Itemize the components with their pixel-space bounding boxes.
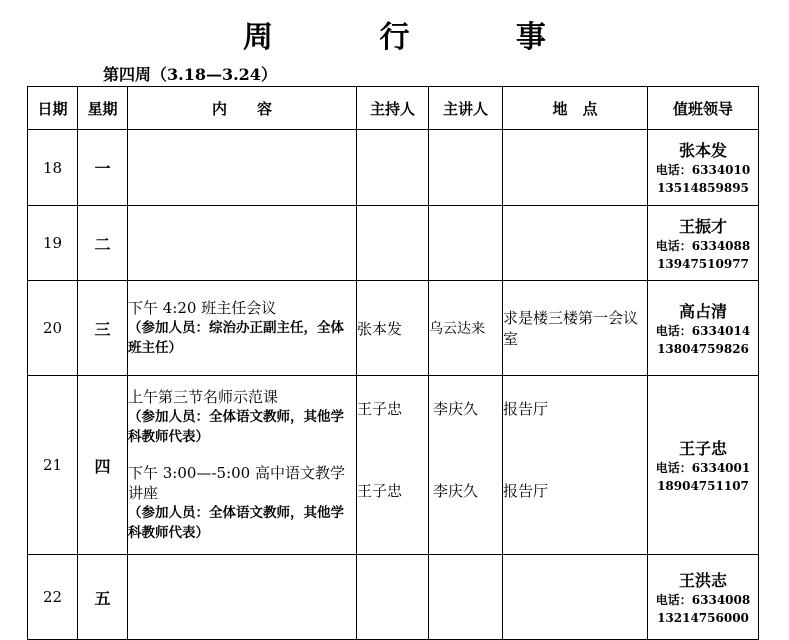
speaker-cell (429, 206, 503, 281)
duty-name: 王洪志 (678, 570, 727, 590)
duty-cell (648, 130, 759, 206)
duty-mobile: 13804759826 (657, 341, 749, 356)
date-cell: 18 (28, 130, 78, 206)
date-cell: 22 (28, 555, 78, 640)
weekday-cell: 三 (78, 281, 128, 376)
weekday-cell: 二 (78, 206, 128, 281)
event-title: 上午第三节名师示范课 (128, 388, 279, 406)
duty-cell (648, 555, 759, 640)
duty-phone: 电话：6334014 (655, 323, 751, 338)
header-location: 地 点 (503, 87, 648, 130)
table-row (28, 555, 759, 640)
speaker-cell (429, 130, 503, 206)
event-location: 报告厅 (503, 482, 549, 500)
duty-phone: 电话：6334010 (655, 163, 751, 177)
page-title: 周 行 事 (243, 20, 594, 55)
event-speaker: 李庆久 (433, 400, 479, 418)
header-content: 内 容 (128, 87, 357, 130)
duty-phone: 电话：6334001 (655, 460, 751, 475)
table-row (28, 130, 759, 206)
event-note: （参加人员：全体语文教师，其他学科教师代表） (128, 409, 344, 445)
host-cell (357, 130, 429, 206)
duty-phone: 电话：6334008 (655, 592, 751, 607)
duty-name: 张本发 (678, 141, 727, 160)
duty-cell (648, 376, 759, 555)
host-cell: 张本发 (357, 281, 429, 376)
header-date: 日期 (28, 87, 78, 130)
event-note: （参加人员：全体语文教师，其他学科教师代表） (128, 505, 344, 541)
date-cell: 19 (28, 206, 78, 281)
weekday-cell: 一 (78, 130, 128, 206)
speaker-cell (429, 555, 503, 640)
table-row (28, 281, 759, 376)
header-duty: 值班领导 (648, 87, 759, 130)
duty-cell (648, 206, 759, 281)
header-row (28, 87, 759, 130)
event-host: 王子忠 (357, 482, 403, 500)
table-row (28, 206, 759, 281)
week-label: 第四周（3.18—3.24） (103, 65, 277, 84)
duty-mobile: 13214756000 (657, 610, 749, 625)
speaker-cell (429, 376, 503, 555)
content-cell (128, 130, 357, 206)
duty-name: 王子忠 (678, 438, 727, 458)
content-cell (128, 555, 357, 640)
event-speaker: 李庆久 (433, 482, 479, 500)
event-location: 报告厅 (503, 400, 549, 418)
header-host: 主持人 (357, 87, 429, 130)
duty-phone: 电话：6334088 (655, 238, 751, 253)
event-host: 王子忠 (357, 400, 403, 418)
duty-mobile: 13514859895 (657, 181, 749, 195)
event-title: 下午 3:00—-5:00 高中语文教学讲座 (128, 464, 345, 502)
weekday-cell: 四 (78, 376, 128, 555)
event-note: （参加人员：综治办正副主任，全体班主任） (128, 320, 344, 356)
schedule-table (27, 86, 759, 640)
location-cell (503, 555, 648, 640)
host-cell (357, 206, 429, 281)
date-cell: 21 (28, 376, 78, 555)
duty-name: 王振才 (678, 216, 727, 236)
content-cell (128, 281, 357, 376)
date-cell: 20 (28, 281, 78, 376)
header-weekday: 星期 (78, 87, 128, 130)
duty-cell (648, 281, 759, 376)
content-cell (128, 206, 357, 281)
weekday-cell: 五 (78, 555, 128, 640)
location-cell (503, 206, 648, 281)
duty-mobile: 18904751107 (657, 478, 749, 493)
duty-name: 高占清 (678, 301, 727, 321)
location-cell (503, 130, 648, 206)
location-cell: 求是楼三楼第一会议室 (503, 281, 648, 376)
event-title: 下午 4:20 班主任会议 (128, 299, 277, 317)
header-speaker: 主讲人 (429, 87, 503, 130)
content-cell (128, 376, 357, 555)
location-cell (503, 376, 648, 555)
host-cell (357, 376, 429, 555)
speaker-cell: 乌云达来 (429, 281, 503, 376)
duty-mobile: 13947510977 (657, 256, 749, 271)
host-cell (357, 555, 429, 640)
table-row (28, 376, 759, 555)
